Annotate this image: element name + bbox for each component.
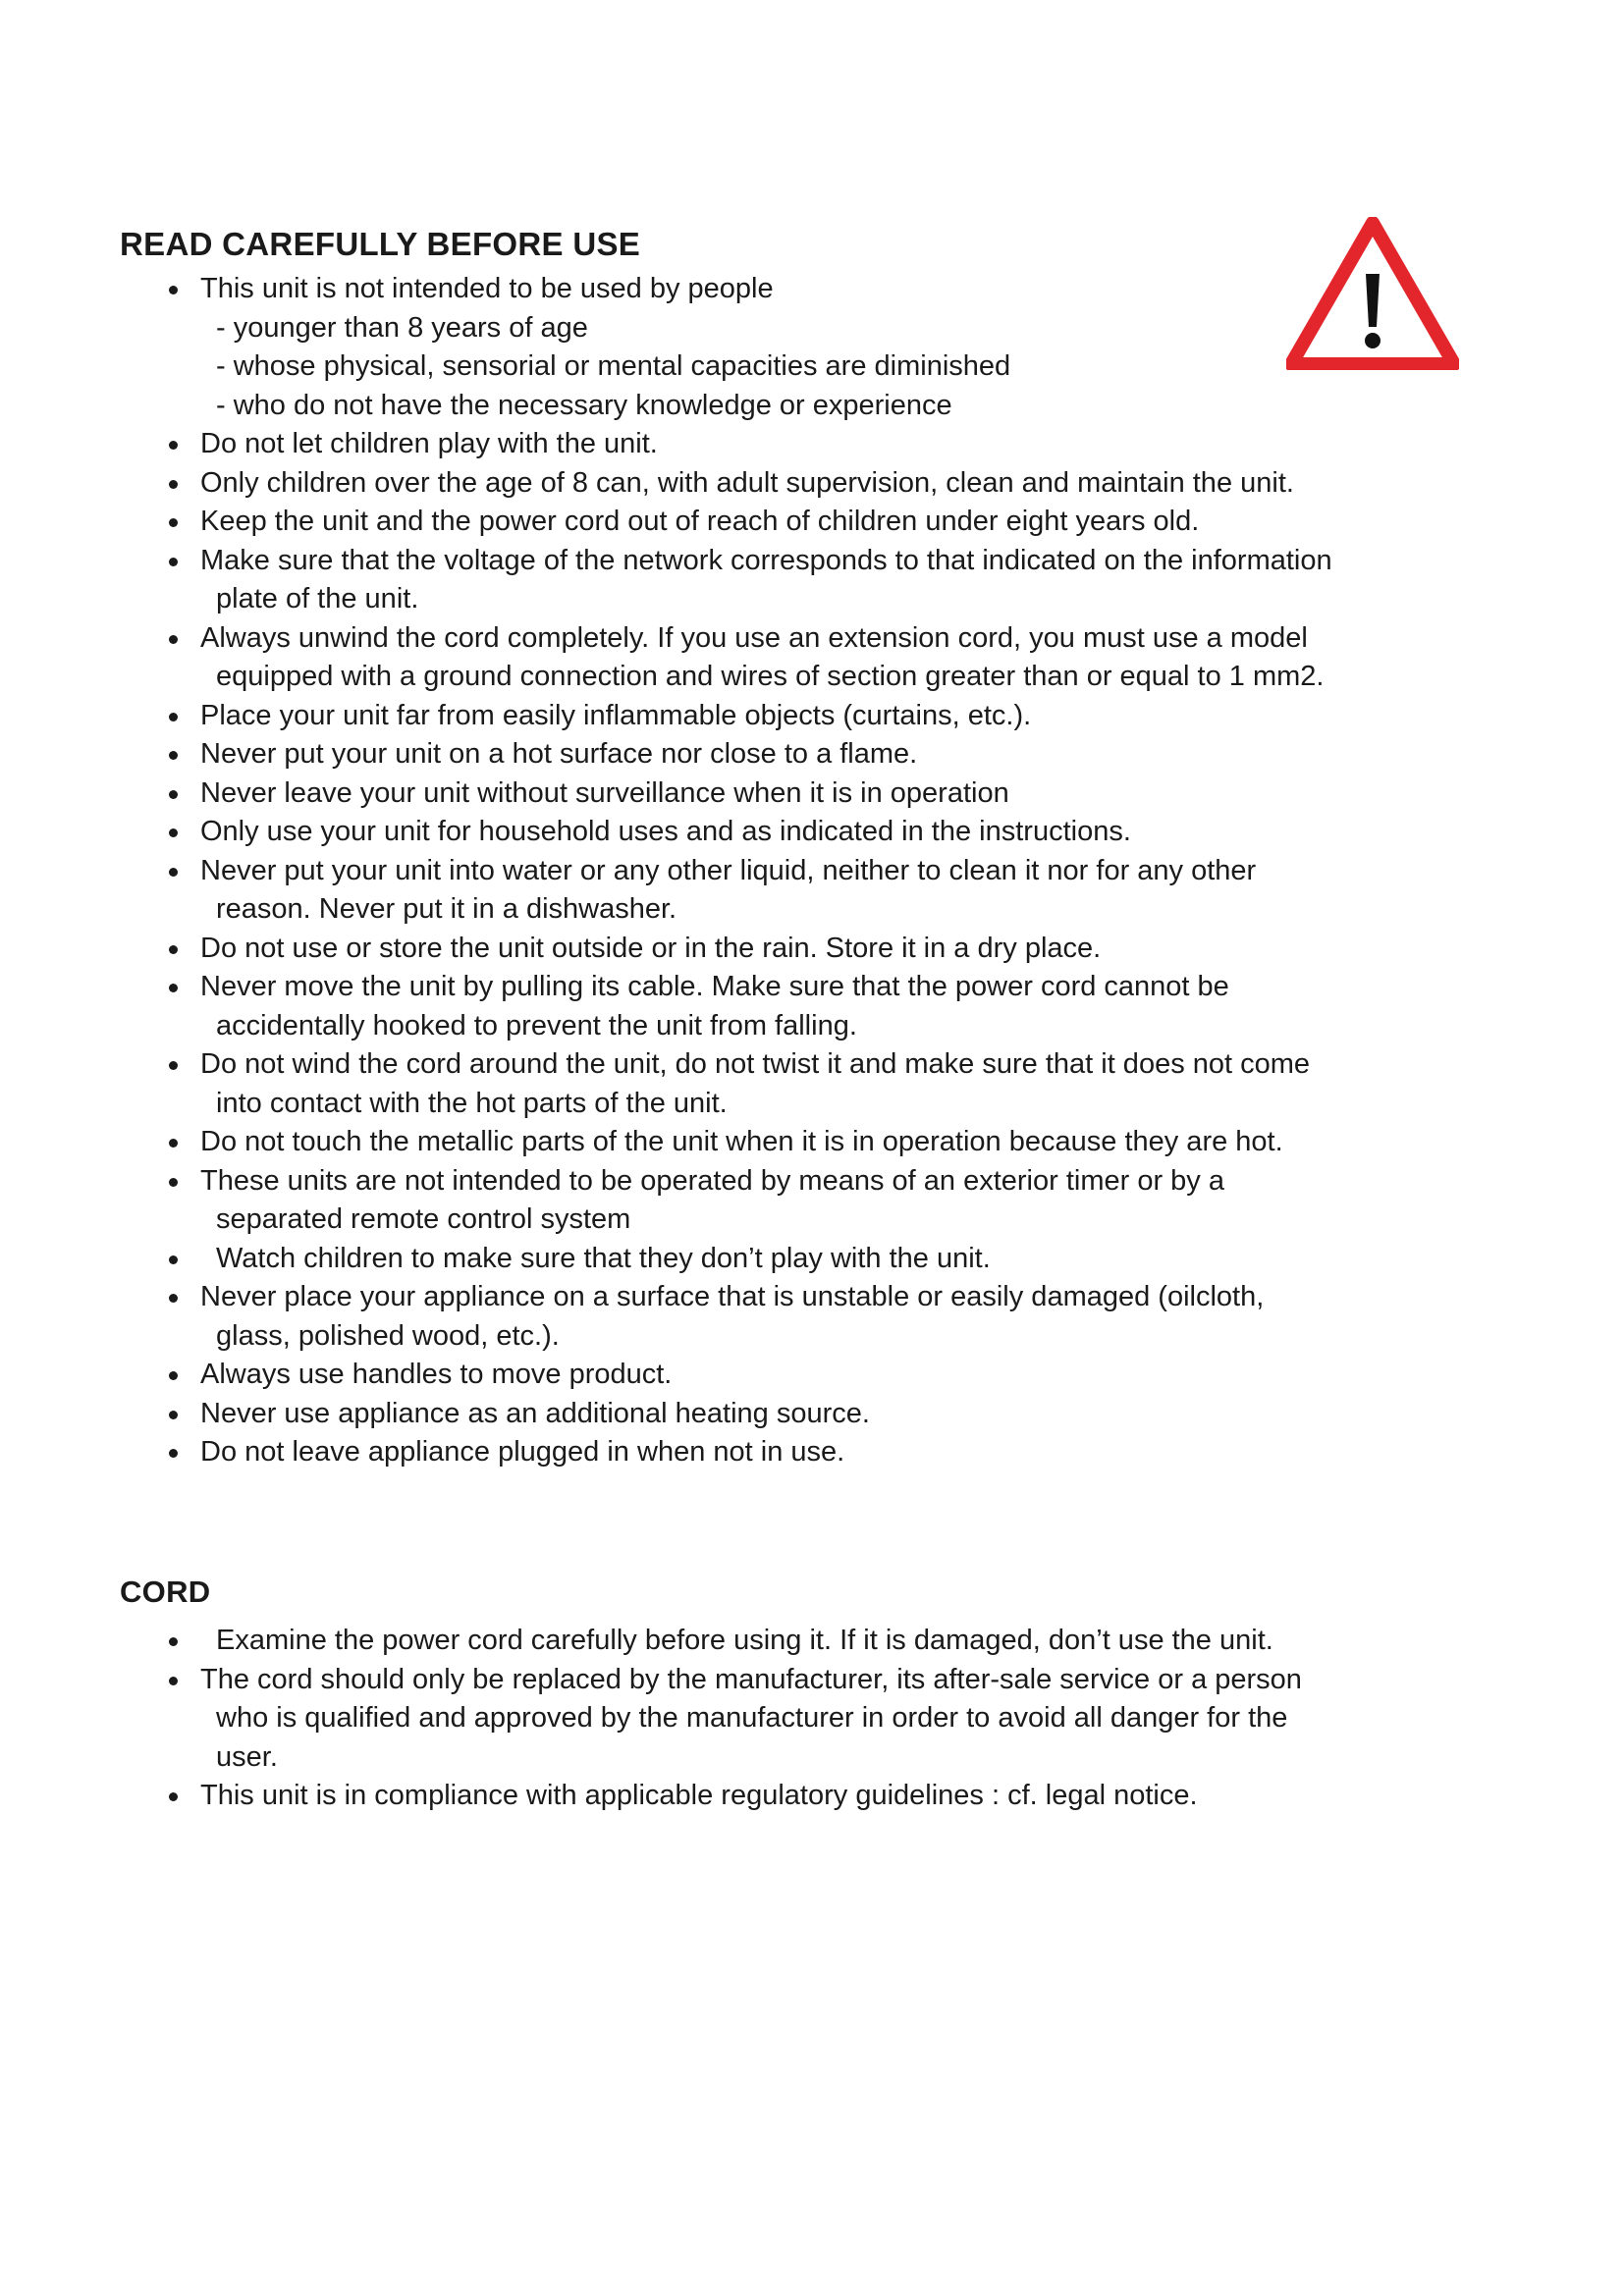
item-text: Never leave your unit without surveillance when it is in operation — [200, 776, 1009, 809]
cord-list-item — [0, 1622, 1467, 1661]
item-text: Place your unit far from easily inflammable objects (curtains, etc.). — [200, 699, 1032, 731]
safety-list-item — [0, 619, 1467, 697]
item-text: This unit is in compliance with applicable regulatory guidelines : cf. legal notice. — [200, 1780, 1198, 1811]
safety-list-item — [0, 542, 1467, 619]
safety-list-item — [0, 813, 1467, 852]
safety-list-item — [0, 735, 1467, 774]
safety-list-item — [0, 270, 1467, 425]
item-text: Always use handles to move product. — [200, 1359, 673, 1390]
item-text: Always unwind the cord completely. If you use an extension cord, you must use a model — [200, 621, 1308, 654]
item-text: Make sure that the voltage of the network corresponds to that indicated on the information — [200, 544, 1332, 576]
bullet-icon — [169, 635, 178, 644]
item-text: Watch children to make sure that they don’t play with the unit. — [216, 1242, 991, 1274]
bullet-icon — [169, 790, 178, 799]
cord-instructions-list — [0, 1622, 1624, 1816]
safety-list-item — [0, 930, 1467, 969]
item-text-continued: equipped with a ground connection and wires of section greater than or equal to 1 mm2. — [216, 661, 1325, 692]
safety-list-item — [0, 503, 1467, 542]
bullet-icon — [169, 1294, 178, 1303]
item-text: Examine the power cord carefully before using it. If it is damaged, don’t use the unit. — [216, 1625, 1273, 1656]
bullet-icon — [169, 1255, 178, 1264]
item-text: Do not use or store the unit outside or in the rain. Store it in a dry place. — [200, 932, 1102, 964]
item-text: Do not touch the metallic parts of the unit when it is in operation because they are hot. — [200, 1126, 1283, 1157]
safety-list-item — [0, 1123, 1467, 1162]
item-text: Never put your unit on a hot surface nor close to a flame. — [200, 738, 918, 770]
safety-list-item — [0, 1240, 1467, 1279]
bullet-icon — [169, 984, 178, 992]
bullet-icon — [169, 1792, 178, 1801]
bullet-icon — [169, 518, 178, 527]
bullet-icon — [169, 286, 178, 294]
item-text-continued: into contact with the hot parts of the unit. — [216, 1087, 728, 1119]
section-heading-safety: READ CAREFULLY BEFORE USE — [120, 226, 641, 262]
safety-list-item — [0, 697, 1467, 736]
bullet-icon — [169, 1411, 178, 1419]
bullet-icon — [169, 1061, 178, 1070]
cord-list-item — [0, 1777, 1467, 1816]
item-text-continued: separated remote control system — [216, 1203, 631, 1235]
item-text-continued: glass, polished wood, etc.). — [216, 1319, 560, 1352]
bullet-icon — [169, 1637, 178, 1646]
item-text: This unit is not intended to be used by people — [200, 273, 774, 304]
item-text: Never put your unit into water or any other liquid, neither to clean it nor for any other — [200, 854, 1257, 886]
item-text: Do not leave appliance plugged in when not in use. — [200, 1436, 845, 1468]
bullet-icon — [169, 1677, 178, 1685]
item-text-continued: reason. Never put it in a dishwasher. — [216, 893, 677, 925]
item-text: Only children over the age of 8 can, with adult supervision, clean and maintain the unit. — [200, 466, 1294, 499]
safety-list-item — [0, 1356, 1467, 1395]
bullet-icon — [169, 480, 178, 489]
sub-item-text: - who do not have the necessary knowledge or experience — [216, 389, 952, 421]
item-text-continued: plate of the unit. — [216, 583, 419, 614]
bullet-icon — [169, 1371, 178, 1380]
cord-list-item — [0, 1661, 1467, 1778]
safety-list-item — [0, 1045, 1467, 1123]
bullet-icon — [169, 1139, 178, 1148]
safety-list-item — [0, 852, 1467, 930]
bullet-icon — [169, 868, 178, 877]
bullet-icon — [169, 751, 178, 760]
item-text: The cord should only be replaced by the manufacturer, its after-sale service or a person — [200, 1663, 1302, 1695]
safety-list-item — [0, 1278, 1467, 1356]
item-text: Do not let children play with the unit. — [200, 428, 658, 459]
item-text-continued: who is qualified and approved by the manufacturer in order to avoid all danger for the — [216, 1702, 1288, 1734]
safety-list-item — [0, 968, 1467, 1045]
bullet-icon — [169, 713, 178, 721]
bullet-icon — [169, 945, 178, 954]
item-text: These units are not intended to be operated by means of an exterior timer or by a — [200, 1164, 1224, 1197]
safety-instructions-list — [0, 270, 1624, 1472]
safety-list-item — [0, 425, 1467, 464]
item-text: Keep the unit and the power cord out of reach of children under eight years old. — [200, 506, 1200, 537]
bullet-icon — [169, 828, 178, 837]
item-text-continued: accidentally hooked to prevent the unit from falling. — [216, 1009, 857, 1041]
bullet-icon — [169, 558, 178, 566]
item-text: Never place your appliance on a surface that is unstable or easily damaged (oilcloth, — [200, 1281, 1265, 1312]
bullet-icon — [169, 1449, 178, 1458]
safety-list-item — [0, 1395, 1467, 1434]
safety-list-item — [0, 1433, 1467, 1472]
safety-list-item — [0, 774, 1467, 814]
item-text: Never move the unit by pulling its cable. Make sure that the power cord cannot be — [200, 971, 1229, 1002]
sub-item-text: - whose physical, sensorial or mental capacities are diminished — [216, 350, 1011, 382]
section-heading-cord: CORD — [120, 1575, 211, 1609]
sub-item-text: - younger than 8 years of age — [216, 311, 588, 344]
item-text-continued: user. — [216, 1740, 278, 1773]
bullet-icon — [169, 441, 178, 450]
item-text: Only use your unit for household uses and as indicated in the instructions. — [200, 816, 1131, 847]
bullet-icon — [169, 1178, 178, 1187]
safety-list-item — [0, 1162, 1467, 1240]
safety-list-item — [0, 464, 1467, 504]
item-text: Do not wind the cord around the unit, do not twist it and make sure that it does not come — [200, 1048, 1311, 1080]
item-text: Never use appliance as an additional heating source. — [200, 1397, 870, 1429]
